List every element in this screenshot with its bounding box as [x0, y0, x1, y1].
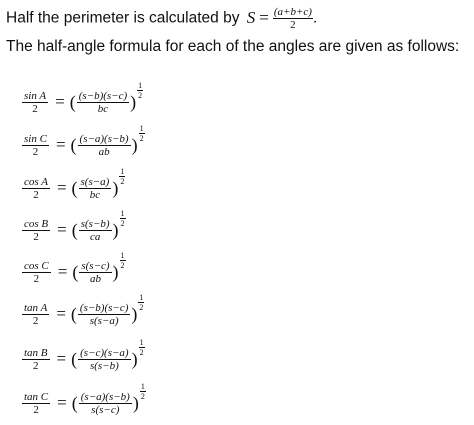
formula-rhs — [78, 302, 130, 327]
rhs-denominator: s(s−a) — [89, 314, 119, 327]
intro-variable-s: S — [246, 7, 256, 27]
exponent-denominator: 2 — [139, 347, 144, 357]
intro-period: . — [312, 9, 318, 27]
exponent — [139, 338, 145, 357]
rhs-denominator: bc — [97, 102, 109, 115]
lhs-numerator: cos A — [24, 175, 48, 188]
equals-sign: = — [55, 135, 66, 154]
equals-sign: = — [57, 220, 67, 239]
lhs-denominator: 2 — [33, 188, 39, 201]
lhs-denominator: 2 — [33, 230, 39, 243]
equals-sign: = — [56, 349, 67, 368]
close-paren: ) — [112, 220, 119, 240]
rhs-numerator: s(s−c) — [81, 259, 110, 272]
equals-sign: = — [56, 178, 67, 197]
rhs-denominator: ab — [89, 272, 101, 285]
close-paren: ) — [131, 304, 138, 324]
lhs-denominator: 2 — [33, 272, 40, 285]
exponent — [138, 293, 144, 312]
lhs-denominator: 2 — [32, 314, 39, 327]
exponent-numerator: 1 — [139, 337, 144, 347]
close-paren: ) — [131, 349, 138, 369]
exponent-numerator: 1 — [120, 166, 125, 176]
formula-lhs — [22, 90, 48, 115]
open-paren: ( — [71, 393, 78, 413]
close-paren: ) — [112, 178, 119, 198]
formula-sin-c — [22, 123, 145, 163]
exponent-numerator: 1 — [120, 250, 125, 260]
open-paren: ( — [72, 262, 79, 282]
close-paren: ) — [112, 262, 119, 282]
exponent — [120, 251, 126, 270]
exponent — [137, 81, 143, 100]
exponent-denominator: 2 — [120, 260, 125, 270]
open-paren: ( — [71, 220, 78, 240]
rhs-denominator: bc — [89, 188, 101, 201]
rhs-numerator: (s−a)(s−b) — [80, 390, 130, 403]
rhs-denominator: ab — [98, 145, 110, 158]
lhs-numerator: cos B — [24, 217, 49, 230]
rhs-numerator: (s−c)(s−a) — [80, 346, 129, 359]
formula-rhs — [78, 133, 131, 158]
formula-tan-b — [22, 337, 145, 377]
half-angle-description: The half-angle formula for each of the angles are given as follows: — [6, 38, 460, 55]
formula-tan-a — [22, 292, 144, 332]
close-paren: ) — [131, 135, 138, 155]
exponent-numerator: 1 — [140, 381, 145, 391]
intro-fraction — [273, 6, 313, 31]
formula-rhs — [79, 260, 111, 285]
rhs-denominator: s(s−b) — [89, 359, 119, 372]
formula-rhs — [78, 347, 130, 372]
formula-lhs — [22, 260, 51, 285]
equals-sign: = — [55, 92, 65, 111]
formula-rhs — [77, 90, 129, 115]
exponent-denominator: 2 — [120, 218, 125, 228]
rhs-numerator: (s−a)(s−b) — [79, 132, 129, 145]
formula-cos-b — [22, 208, 126, 248]
rhs-numerator: (s−b)(s−c) — [78, 89, 128, 102]
exponent-denominator: 2 — [139, 133, 144, 143]
exponent-numerator: 1 — [139, 292, 144, 302]
exponent-denominator: 2 — [140, 391, 145, 401]
lhs-numerator: cos C — [24, 259, 49, 272]
formula-cos-c — [22, 250, 126, 290]
open-paren: ( — [71, 178, 78, 198]
formula-lhs — [22, 218, 50, 243]
lhs-numerator: sin A — [24, 89, 47, 102]
formula-lhs — [22, 391, 50, 416]
formula-rhs — [79, 218, 112, 243]
formula-lhs — [22, 302, 49, 327]
formula-cos-a — [22, 166, 125, 206]
exponent-denominator: 2 — [138, 90, 143, 100]
intro-fraction-numerator: (a+b+c) — [273, 6, 312, 18]
intro-equals: = — [259, 7, 269, 27]
lhs-numerator: sin C — [24, 132, 47, 145]
exponent-numerator: 1 — [139, 123, 144, 133]
lhs-denominator: 2 — [32, 145, 39, 158]
lhs-denominator: 2 — [33, 403, 39, 416]
close-paren: ) — [130, 92, 137, 112]
close-paren: ) — [132, 393, 139, 413]
rhs-denominator: s(s−c) — [91, 403, 120, 416]
equals-sign: = — [56, 304, 66, 323]
exponent-denominator: 2 — [120, 176, 125, 186]
lhs-denominator: 2 — [32, 102, 38, 115]
exponent-numerator: 1 — [138, 80, 143, 90]
lhs-numerator: tan C — [24, 390, 49, 403]
intro-fraction-denominator: 2 — [290, 19, 296, 31]
intro-line — [6, 6, 317, 31]
open-paren: ( — [69, 92, 76, 112]
rhs-numerator: s(s−a) — [80, 175, 110, 188]
formula-rhs — [79, 176, 112, 201]
rhs-denominator: ca — [89, 230, 101, 243]
exponent — [139, 124, 145, 143]
formula-tan-c — [22, 381, 146, 421]
formula-sin-a — [22, 80, 143, 120]
rhs-numerator: (s−b)(s−c) — [79, 301, 129, 314]
formula-lhs — [22, 133, 49, 158]
equals-sign: = — [57, 262, 68, 281]
exponent — [140, 382, 146, 401]
exponent — [119, 167, 125, 186]
equals-sign: = — [57, 393, 67, 412]
open-paren: ( — [70, 304, 77, 324]
open-paren: ( — [70, 135, 77, 155]
exponent — [120, 209, 126, 228]
lhs-denominator: 2 — [33, 359, 39, 372]
lhs-numerator: tan A — [24, 301, 48, 314]
intro-text: Half the perimeter is calculated by — [6, 9, 244, 27]
formula-lhs — [22, 347, 50, 372]
formula-lhs — [22, 176, 50, 201]
rhs-numerator: s(s−b) — [80, 217, 110, 230]
lhs-numerator: tan B — [24, 346, 48, 359]
exponent-numerator: 1 — [120, 208, 125, 218]
open-paren: ( — [71, 349, 78, 369]
exponent-denominator: 2 — [139, 302, 144, 312]
formula-rhs — [79, 391, 132, 416]
